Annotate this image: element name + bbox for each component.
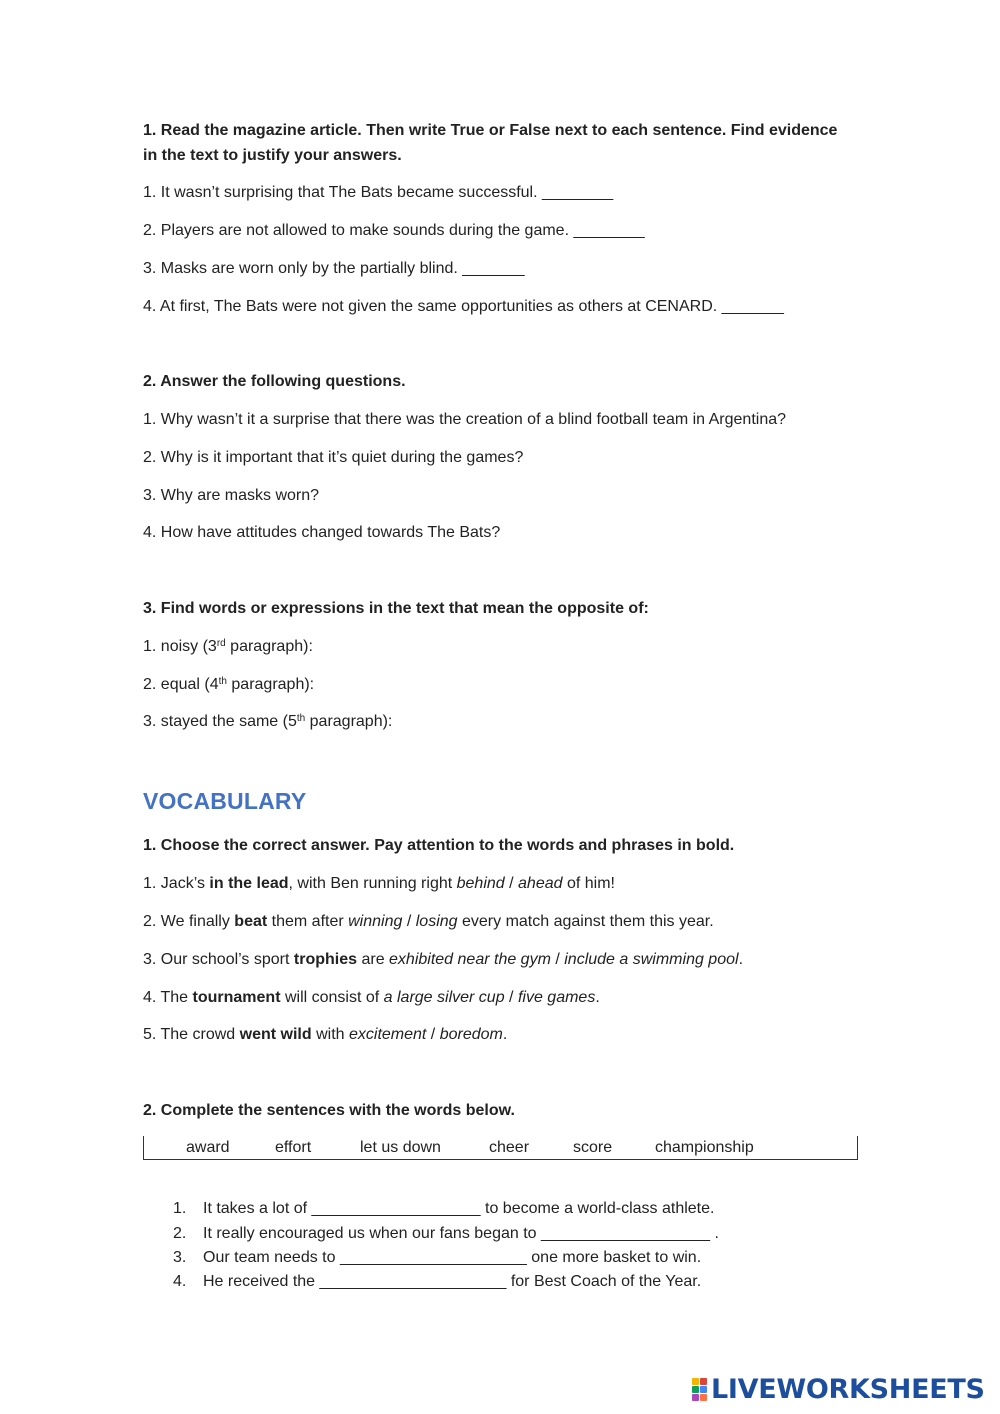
vocab-ex2-item <box>173 1273 701 1291</box>
logo-mark-icon <box>692 1378 707 1401</box>
option-a[interactable]: a large silver cup <box>383 989 505 1006</box>
logo-square <box>692 1378 699 1385</box>
vocabulary-title: VOCABULARY <box>143 788 307 814</box>
section1-item: 1. It wasn’t surprising that The Bats became successful. ________ <box>143 184 614 201</box>
item-text: . <box>595 989 600 1006</box>
vocab-ex1-item <box>143 1025 507 1045</box>
item-text: 5. The crowd <box>143 1026 240 1043</box>
vocab-ex2-item <box>173 1200 714 1218</box>
section1-item: 4. At first, The Bats were not given the same opportunities as others at CENARD. _______ <box>143 298 784 315</box>
word-bank <box>143 1136 858 1160</box>
logo-text: LIVEWORKSHEETS <box>711 1373 985 1405</box>
item-number: 3. <box>173 1249 187 1266</box>
section3-item <box>143 637 313 657</box>
item-number: 1. <box>173 1200 187 1217</box>
logo-square <box>692 1386 699 1393</box>
item-text: 1. noisy (3 <box>143 638 217 655</box>
logo-square <box>700 1378 707 1385</box>
bold-phrase: in the lead <box>209 875 289 892</box>
option-separator: / <box>504 875 519 892</box>
logo-square <box>700 1394 707 1401</box>
word-bank-item: let us down <box>360 1139 441 1156</box>
option-a[interactable]: excitement <box>348 1026 427 1043</box>
option-a[interactable]: exhibited near the gym <box>389 951 551 968</box>
item-text: with <box>311 1026 349 1043</box>
item-text: 3. Our school’s sport <box>143 951 294 968</box>
vocab-ex2-item <box>173 1249 701 1267</box>
section1-item: 3. Masks are worn only by the partially blind. _______ <box>143 260 525 277</box>
vocab-ex1-item <box>143 912 714 932</box>
item-text: . <box>738 951 744 968</box>
section2-item: 3. Why are masks worn? <box>143 487 320 504</box>
section3-heading: 3. Find words or expressions in the text that mean the opposite of: <box>143 600 649 617</box>
section3-item <box>143 712 392 732</box>
section2-item: 2. Why is it important that it’s quiet during the games? <box>143 449 524 466</box>
word-bank-item: championship <box>655 1139 754 1156</box>
section2-item: 1. Why wasn’t it a surprise that there was the creation of a blind football team in Argentina? <box>143 411 787 428</box>
logo-square <box>700 1386 707 1393</box>
option-a[interactable]: behind <box>456 875 505 892</box>
item-text: . <box>502 1026 508 1043</box>
word-bank-item: score <box>573 1139 613 1156</box>
section2-heading: 2. Answer the following questions. <box>143 373 406 390</box>
item-text: them after <box>267 913 349 930</box>
word-bank-item: cheer <box>489 1139 530 1156</box>
section2-item: 4. How have attitudes changed towards The Bats? <box>143 524 501 541</box>
item-number: 2. <box>173 1225 187 1242</box>
ordinal-suffix: th <box>218 676 227 687</box>
item-text: paragraph): <box>225 638 313 655</box>
item-text: It takes a lot of ___________________ to become a world-class athlete. <box>203 1200 715 1217</box>
item-number: 4. <box>173 1273 187 1290</box>
vocab-ex1-item <box>143 950 743 970</box>
option-separator: / <box>550 951 565 968</box>
item-text: It really encouraged us when our fans began to ___________________ . <box>203 1225 719 1242</box>
bold-phrase: went wild <box>239 1026 312 1043</box>
section3-item <box>143 675 314 695</box>
word-bank-item: award <box>186 1139 230 1156</box>
option-b[interactable]: ahead <box>518 875 563 892</box>
option-a[interactable]: winning <box>348 913 403 930</box>
option-b[interactable]: include a swimming pool <box>564 951 739 968</box>
item-text: He received the _____________________ for Best Coach of the Year. <box>203 1273 702 1290</box>
option-b[interactable]: five games <box>517 989 596 1006</box>
option-separator: / <box>402 913 416 930</box>
liveworksheets-logo[interactable] <box>692 1373 985 1405</box>
vocab-ex1-item <box>143 874 615 894</box>
option-b[interactable]: losing <box>415 913 458 930</box>
bold-phrase: trophies <box>293 951 358 968</box>
bold-phrase: beat <box>234 913 268 930</box>
item-text: 2. We finally <box>143 913 235 930</box>
ordinal-suffix: th <box>296 713 306 724</box>
item-text: are <box>357 951 390 968</box>
section1-item: 2. Players are not allowed to make sounds during the game. ________ <box>143 222 645 239</box>
ordinal-suffix: rd <box>216 638 226 649</box>
item-text: will consist of <box>280 989 384 1006</box>
item-text: paragraph): <box>226 676 315 693</box>
item-text: 2. equal (4 <box>143 676 219 693</box>
vocab-ex2-item <box>173 1225 719 1243</box>
bold-phrase: tournament <box>192 989 281 1006</box>
item-text: every match against them this year. <box>457 913 714 930</box>
item-text: 1. Jack’s <box>143 875 210 892</box>
vocab-ex1-heading: 1. Choose the correct answer. Pay attention to the words and phrases in bold. <box>143 837 735 854</box>
logo-square <box>692 1394 699 1401</box>
vocab-ex2-heading: 2. Complete the sentences with the words below. <box>143 1102 515 1119</box>
item-text: 4. The <box>143 989 193 1006</box>
item-text: 3. stayed the same (5 <box>143 713 297 730</box>
option-separator: / <box>426 1026 440 1043</box>
option-b[interactable]: boredom <box>439 1026 503 1043</box>
vocab-ex1-item <box>143 988 600 1008</box>
item-text: Our team needs to _____________________ one more basket to win. <box>203 1249 702 1266</box>
item-text: , with Ben running right <box>288 875 457 892</box>
word-bank-item: effort <box>275 1139 312 1156</box>
option-separator: / <box>504 989 518 1006</box>
item-text: paragraph): <box>305 713 393 730</box>
item-text: of him! <box>562 875 615 892</box>
section1-heading: 1. Read the magazine article. Then write True or False next to each sentence. Find evidence in the text to justify your answers. <box>143 122 838 164</box>
